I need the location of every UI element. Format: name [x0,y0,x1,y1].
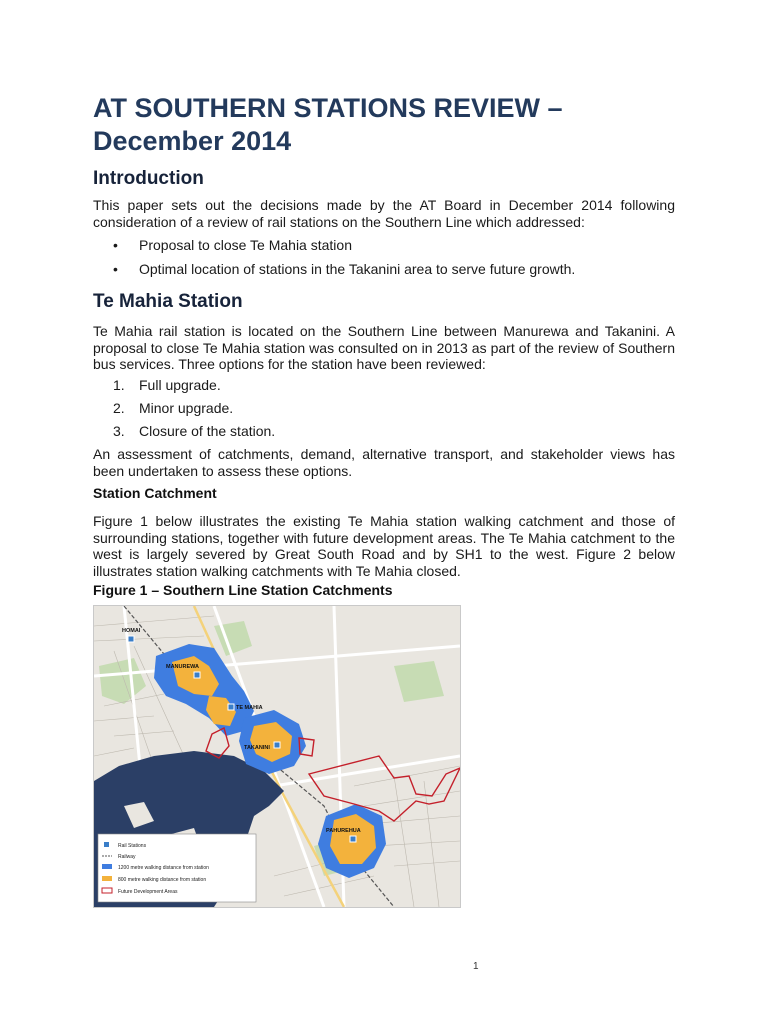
station-label-te-mahia: TE MAHIA [236,705,263,711]
map-legend [98,834,256,902]
heading-introduction: Introduction [93,168,204,189]
assessment-paragraph: An assessment of catchments, demand, alternative transport, and stakeholder views has been undertaken to assess these options. [93,446,675,479]
station-label-homai: HOMAI [122,628,141,634]
legend-rail-station-icon [104,842,109,847]
legend-label-rail-stations: Rail Stations [118,843,147,849]
option-text: Minor upgrade. [139,400,234,416]
intro-bullet-2 [113,261,575,277]
bullet-mark: • [113,237,118,253]
option-number: 1. [113,377,125,393]
option-1 [113,377,221,393]
station-label-pahurehua: PAHUREHUA [326,828,361,834]
legend-label-1200: 1200 metre walking distance from station [118,865,209,871]
te-mahia-paragraph: Te Mahia rail station is located on the Southern Line between Manurewa and Takanini. A proposal to close Te Mahia station was consulted on in 2013 as part of the review of Southern bus services. Three options for the station have been reviewed: [93,323,675,372]
station-label-takanini: TAKANINI [244,745,270,751]
bullet-text: Proposal to close Te Mahia station [139,237,352,253]
option-2 [113,400,233,416]
bullet-mark: • [113,261,118,277]
page-number: 1 [473,961,479,972]
option-number: 3. [113,423,125,439]
heading-te-mahia-station: Te Mahia Station [93,291,243,312]
option-text: Closure of the station. [139,423,276,439]
option-3 [113,423,275,439]
legend-label-future: Future Development Areas [118,889,178,895]
bullet-text: Optimal location of stations in the Takanini area to serve future growth. [139,261,576,277]
legend-label-800: 800 metre walking distance from station [118,877,207,883]
option-text: Full upgrade. [139,377,221,393]
station-label-manurewa: MANUREWA [166,664,199,670]
intro-bullet-1 [113,237,352,253]
figure-1-map [93,605,461,908]
legend-label-railway: Railway [118,854,136,860]
title-line-1: AT SOUTHERN STATIONS REVIEW – [93,93,563,123]
heading-station-catchment: Station Catchment [93,485,217,501]
catchment-paragraph: Figure 1 below illustrates the existing Te Mahia station walking catchment and those of surrounding stations, together with future development areas. The Te Mahia catchment to the west is largely severed by Great South Road and by SH1 to the west. Figure 2 below illustrates station walking catchments with Te Mahia closed. [93,513,675,579]
option-number: 2. [113,400,125,416]
title-line-2: December 2014 [93,126,292,156]
catchment-map-svg [94,606,460,907]
legend-1200-swatch [102,864,112,869]
intro-paragraph: This paper sets out the decisions made by the AT Board in December 2014 following consideration of a review of rail stations on the Southern Line which addressed: [93,197,675,230]
legend-800-swatch [102,876,112,881]
document-title [93,92,675,158]
figure-caption: Figure 1 – Southern Line Station Catchments [93,582,393,598]
